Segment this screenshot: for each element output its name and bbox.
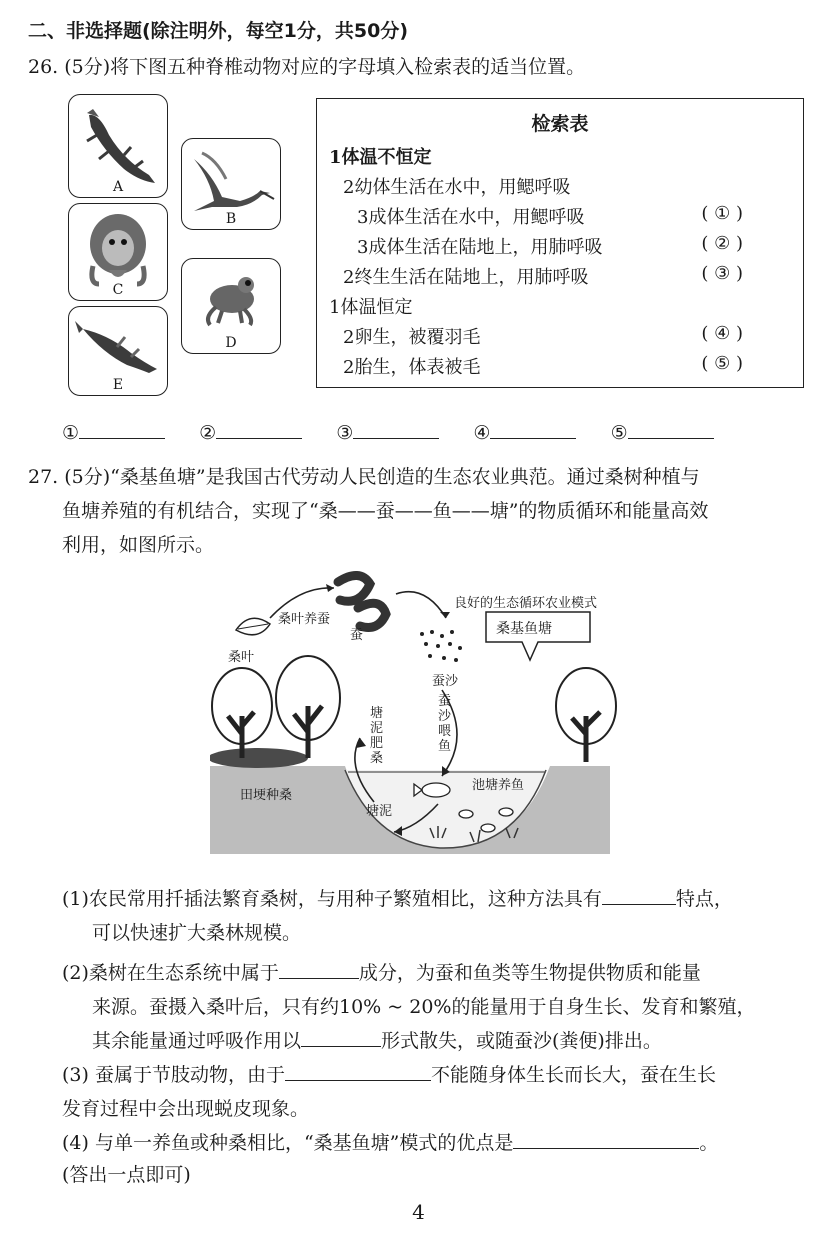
animal-label-a: A (112, 179, 124, 195)
answer-blank-q27-1[interactable] (602, 886, 676, 905)
answer-blank-q27-3[interactable] (285, 1062, 431, 1081)
answer-blank-3[interactable] (353, 420, 439, 439)
q27-part-2-cont: 来源。蚕摄入桑叶后，只有约10% ~ 20%的能量用于自身生长、发育和繁殖， (92, 996, 756, 1018)
q27-part-2-cont2: 其余能量通过呼吸作用以 形式散失，或随蚕沙(粪便)排出。 (92, 1030, 662, 1052)
answer-blank-2[interactable] (216, 420, 302, 439)
q27-part-1: (1)农民常用扦插法繁育桑树，与用种子繁殖相比，这种方法具有 特点， (62, 888, 733, 910)
blank-label: ③ (336, 422, 354, 444)
key-row: 2幼体生活在水中，用鳃呼吸 (343, 177, 571, 198)
q26-stem: 26. (5分)将下图五种脊椎动物对应的字母填入检索表的适当位置。 (28, 56, 586, 78)
label-mode: 良好的生态循环农业模式 (454, 596, 598, 611)
answer-blank-q27-2b[interactable] (301, 1028, 381, 1047)
q27-part-4: (4) 与单一养鱼或种桑相比，“桑基鱼塘”模式的优点是 。 (62, 1132, 719, 1154)
animal-card-c (68, 203, 168, 301)
label-mud: 塘泥 (366, 804, 393, 819)
key-row: 1体温不恒定 (329, 147, 432, 168)
blank-label: ① (62, 422, 80, 444)
q27-stem-line-2: 鱼塘养殖的有机结合，实现了“桑——蚕——鱼——塘”的物质循环和能量高效 (62, 500, 709, 522)
animal-card-e (68, 306, 168, 396)
section-heading: 二、非选择题(除注明外，每空1分，共50分) (28, 20, 409, 42)
answer-blank-q27-2a[interactable] (279, 960, 359, 979)
blank-label: ⑤ (610, 422, 628, 444)
key-answer-4: ( ④ ) (701, 323, 743, 344)
key-table (316, 98, 804, 388)
q27-stem-line-3: 利用，如图所示。 (62, 534, 215, 556)
q27-part-4-cont: (答出一点即可) (62, 1164, 191, 1186)
answer-blank-4[interactable] (490, 420, 576, 439)
label-silkworm: 蚕 (350, 628, 364, 643)
q27-part-2: (2)桑树在生态系统中属于 成分，为蚕和鱼类等生物提供物质和能量 (62, 962, 701, 984)
label-leaf: 桑叶 (228, 650, 255, 665)
key-row: 3成体生活在水中，用鳃呼吸 (357, 207, 585, 228)
page-number: 4 (412, 1200, 425, 1224)
blank-label: ④ (473, 422, 491, 444)
mulberry-fish-pond-diagram (210, 566, 620, 856)
label-pond: 池塘养鱼 (472, 778, 525, 793)
label-field: 田埂种桑 (240, 788, 293, 803)
key-table-title: 检索表 (531, 113, 589, 135)
q27-part-3: (3) 蚕属于节肢动物，由于 不能随身体生长而长大，蚕在生长 (62, 1064, 716, 1086)
key-row: 2卵生，被覆羽毛 (343, 327, 481, 348)
q27-stem-line-1: 27. (5分)“桑基鱼塘”是我国古代劳动人民创造的生态农业典范。通过桑树种植与 (28, 466, 700, 488)
animal-label-b: B (225, 211, 237, 227)
animal-card-b (181, 138, 281, 230)
frass-dots (420, 630, 462, 662)
key-row: 2终生生活在陆地上，用肺呼吸 (343, 267, 589, 288)
animal-card-a (68, 94, 168, 198)
blank-label: ② (199, 422, 217, 444)
label-feed-silkworm: 桑叶养蚕 (278, 612, 331, 627)
key-answer-3: ( ③ ) (701, 263, 743, 284)
label-mud-fertilize: 塘泥肥桑 (370, 706, 384, 766)
key-answer-2: ( ② ) (701, 233, 743, 254)
animal-label-d: D (225, 335, 237, 351)
answer-blank-q27-4[interactable] (513, 1130, 699, 1149)
answer-blank-5[interactable] (628, 420, 714, 439)
q26-answer-blanks (62, 420, 714, 444)
key-row: 2胎生，体表被毛 (343, 357, 481, 378)
key-answer-5: ( ⑤ ) (701, 353, 743, 374)
key-answer-1: ( ① ) (701, 203, 743, 224)
label-frass-fish: 蚕沙喂鱼 (438, 694, 452, 754)
q27-part-3-cont: 发育过程中会出现蜕皮现象。 (62, 1098, 310, 1120)
label-frass: 蚕沙 (432, 674, 459, 689)
animal-label-c: C (112, 282, 124, 298)
key-row: 1体温恒定 (329, 297, 413, 318)
animal-label-e: E (112, 377, 124, 393)
key-row: 3成体生活在陆地上，用肺呼吸 (357, 237, 603, 258)
mulberry-tree-left (212, 656, 340, 744)
q27-part-1-cont: 可以快速扩大桑林规模。 (92, 922, 302, 944)
answer-blank-1[interactable] (79, 420, 165, 439)
label-bubble: 桑基鱼塘 (496, 621, 552, 637)
animal-card-d (181, 258, 281, 354)
